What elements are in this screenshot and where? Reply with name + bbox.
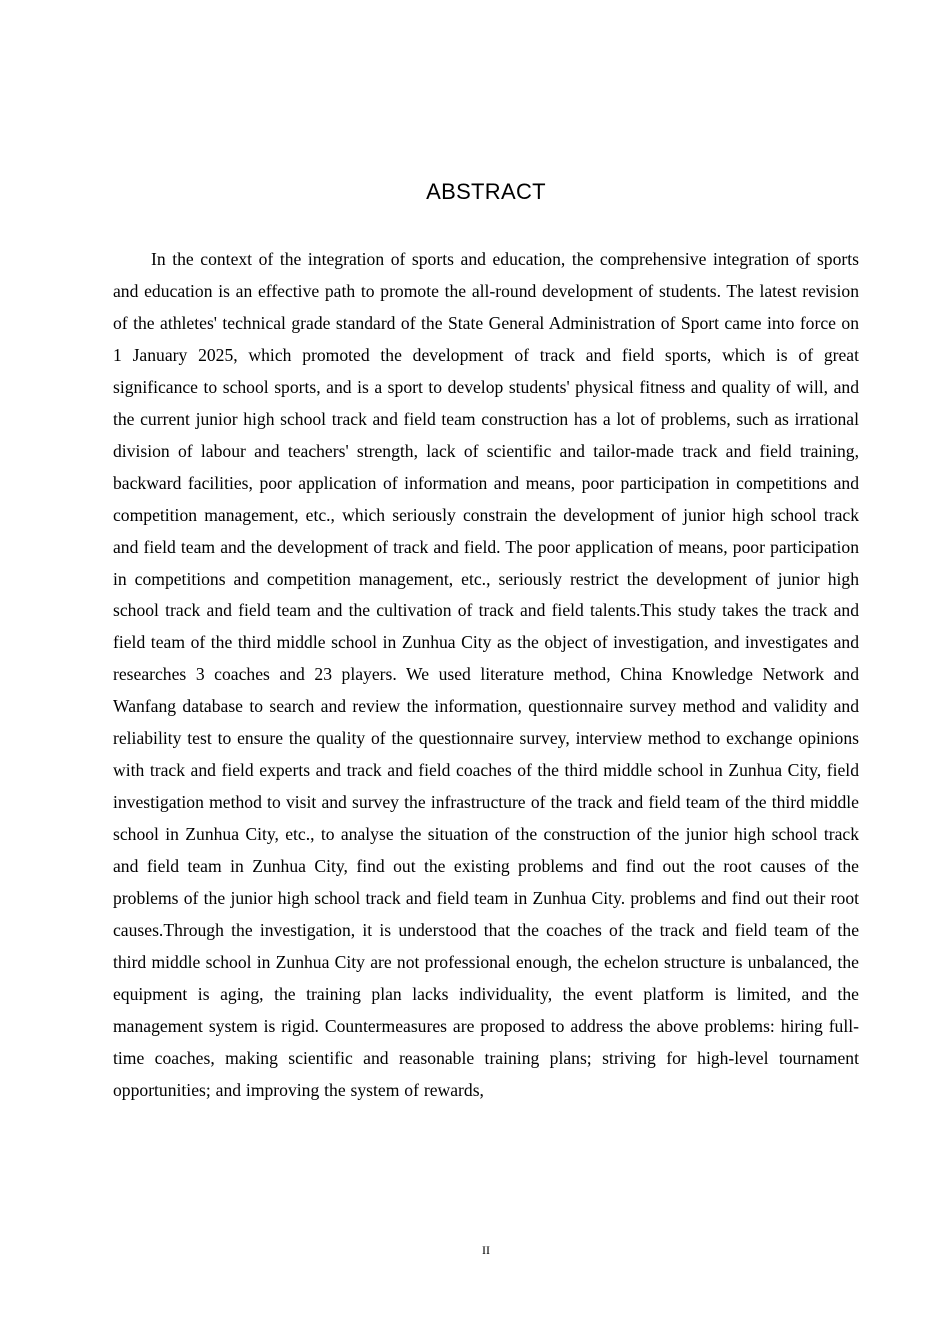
abstract-paragraph: In the context of the integration of sports and education, the comprehensive integration of sports and education is an effective path to promote the all-round development of students. The latest revision of the athletes' technical grade standard of the State General Administration of Sport came into force on 1 January 2025, which promoted the development of track and field sports, which is of great significance to school sports, and is a sport to develop students' physical fitness and quality of will, and the current junior high school track and field team construction has a lot of problems, such as irrational division of labour and teachers' strength, lack of scientific and tailor-made track and field training, backward facilities, poor application of information and means, poor participation in competitions and competition management, etc., which seriously constrain the development of junior high school track and field team and the development of track and field. The poor application of means, poor participation in competitions and competition management, etc., seriously restrict the development of junior high school track and field team and the cultivation of track and field talents.This study takes the track and field team of the third middle school in Zunhua City as the object of investigation, and investigates and researches 3 coaches and 23 players. We used literature method, China Knowledge Network and Wanfang database to search and review the information, questionnaire survey method and validity and reliability test to ensure the quality of the questionnaire survey, interview method to exchange opinions with track and field experts and track and field coaches of the third middle school in Zunhua City, field investigation method to visit and survey the infrastructure of the track and field team of the third middle school in Zunhua City, etc., to analyse the situation of the construction of the junior high school track and field team in Zunhua City, find out the existing problems and find out the root causes of the problems of the junior high school track and field team in Zunhua City. problems and find out their root causes.Through the investigation, it is understood that the coaches of the track and field team of the third middle school in Zunhua City are not professional enough, the echelon structure is unbalanced, the equipment is aging, the training plan lacks individuality, the event platform is limited, and the management system is rigid. Countermeasures are proposed to address the above problems: hiring full-time coaches, making scientific and reasonable training plans; striving for high-level tournament opportunities; and improving the system of rewards, [113,249,859,1100]
page-number: II [482,1243,490,1257]
abstract-heading: ABSTRACT [426,179,546,204]
